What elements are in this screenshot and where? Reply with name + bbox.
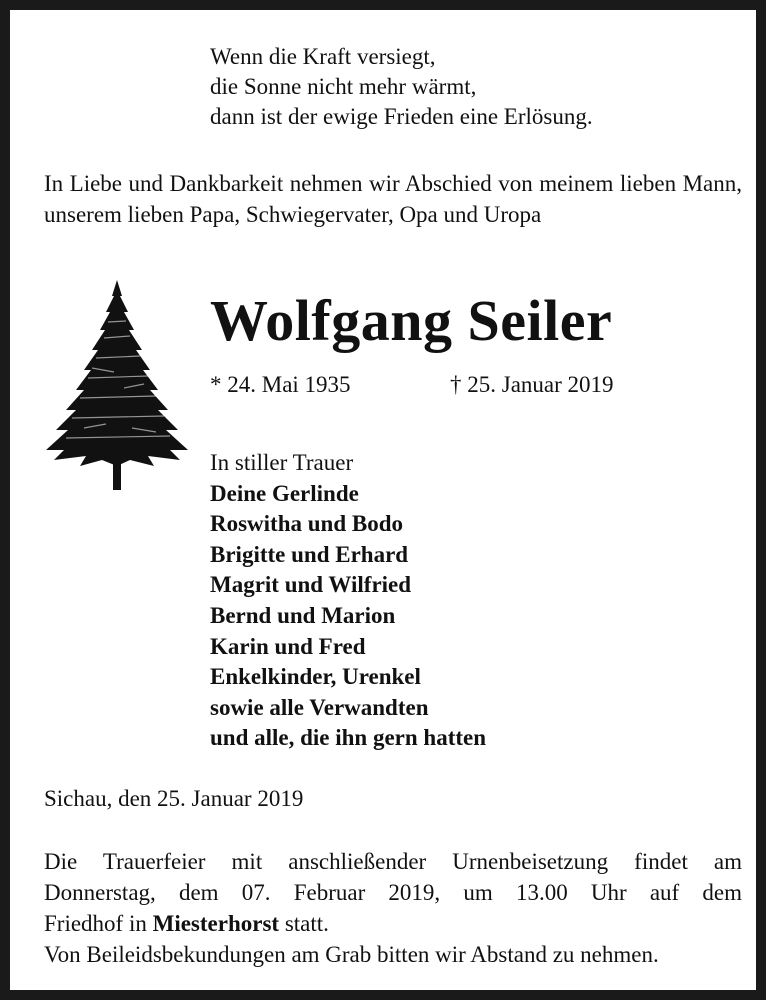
condolence-note: Von Beileidsbekundungen am Grab bitten wir Abstand zu nehmen. (44, 942, 659, 967)
mourners-lead: In stiller Trauer (210, 450, 354, 475)
place-date: Sichau, den 25. Januar 2019 (44, 786, 304, 811)
ceremony-line: Donnerstag, dem 07. Februar 2019, um 13.00 Uhr auf dem (44, 880, 742, 905)
verse-line: Wenn die Kraft versiegt, (210, 44, 436, 69)
mourners-list (210, 448, 486, 754)
mourner-name: Bernd und Marion (210, 602, 396, 628)
ceremony-prefix: Friedhof in (44, 911, 153, 936)
birth-date: * 24. Mai 1935 (210, 372, 351, 397)
mourner-name: Deine Gerlinde (210, 480, 359, 506)
ceremony-text (44, 846, 742, 939)
fir-tree-icon (44, 278, 190, 494)
death-date: † 25. Januar 2019 (450, 372, 614, 397)
ceremony-line (44, 908, 742, 939)
mourner-name: Brigitte und Erhard (210, 541, 409, 567)
verse (210, 42, 593, 132)
ceremony-line: Die Trauerfeier mit anschließender Urnenbeisetzung findet am (44, 849, 742, 874)
mourner-name: Enkelkinder, Urenkel (210, 664, 421, 690)
mourner-name: und alle, die ihn gern hatten (210, 725, 487, 751)
mourner-name: Magrit und Wilfried (210, 572, 412, 598)
deceased-name: Wolfgang Seiler (210, 288, 613, 353)
mourner-name: Karin und Fred (210, 633, 366, 659)
verse-line: die Sonne nicht mehr wärmt, (210, 74, 477, 99)
mourner-name: sowie alle Verwandten (210, 694, 429, 720)
ceremony-suffix: statt. (279, 911, 329, 936)
verse-line: dann ist der ewige Frieden eine Erlösung. (210, 104, 593, 129)
mourner-name: Roswitha und Bodo (210, 511, 404, 537)
ceremony-location: Miesterhorst (152, 911, 280, 936)
intro-text: In Liebe und Dankbarkeit nehmen wir Abschied von meinem lieben Mann, unserem lieben Papa, Schwiegervater, Opa und Uropa (44, 171, 742, 227)
